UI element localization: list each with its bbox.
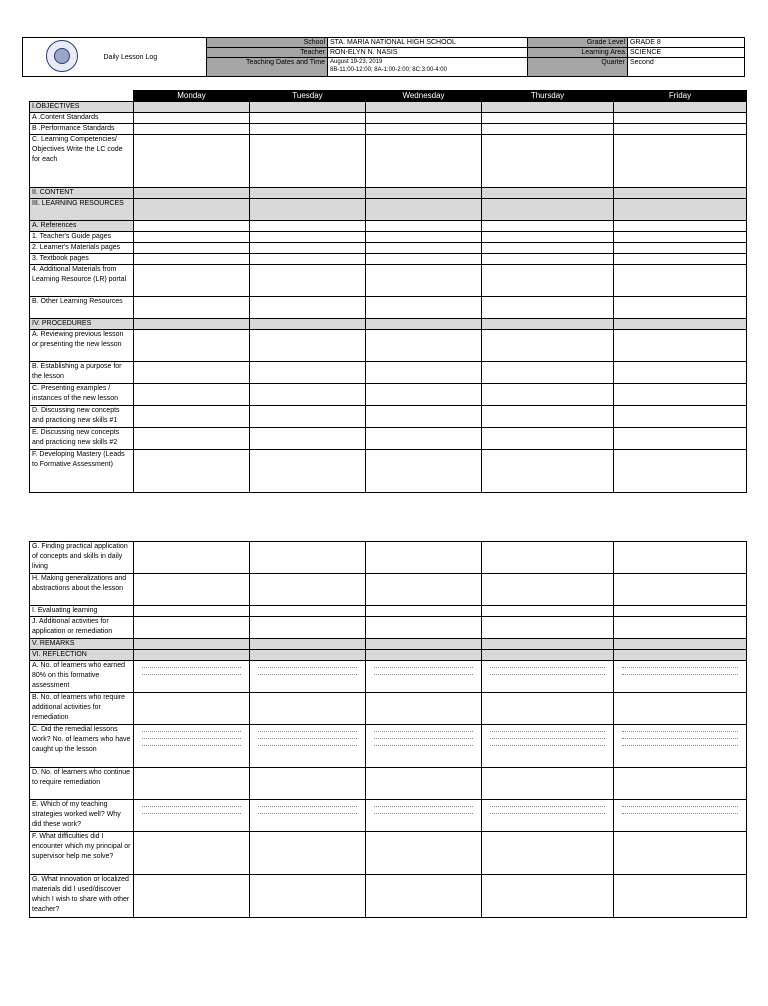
page2-cell-monday[interactable] [134, 650, 250, 661]
page2-cell-wednesday[interactable] [366, 574, 482, 606]
page1-cell-thursday[interactable] [482, 406, 614, 428]
page1-cell-wednesday[interactable] [366, 113, 482, 124]
page1-cell-friday[interactable] [614, 102, 747, 113]
page1-row [30, 362, 747, 384]
page2-cell-wednesday[interactable] [366, 800, 482, 832]
learning-area-value[interactable]: SCIENCE [628, 48, 745, 58]
page1-cell-thursday[interactable] [482, 319, 614, 330]
page2-row [30, 832, 747, 875]
page1-cell-wednesday[interactable] [366, 319, 482, 330]
page2-cell-monday[interactable] [134, 617, 250, 639]
page1-cell-monday[interactable] [134, 330, 250, 362]
answer-line [490, 727, 605, 732]
grade-level-value[interactable]: GRADE 8 [628, 38, 745, 48]
page1-cell-monday[interactable] [134, 135, 250, 188]
page2-cell-wednesday[interactable] [366, 693, 482, 725]
page2-row-label: VI. REFLECTION [30, 650, 134, 661]
page1-cell-tuesday[interactable] [250, 362, 366, 384]
answer-line [490, 802, 605, 807]
page2-row [30, 875, 747, 918]
page2-cell-wednesday[interactable] [366, 832, 482, 875]
page2-cell-thursday[interactable] [482, 725, 614, 768]
answer-line [622, 670, 738, 675]
page1-row-label: B. Establishing a purpose for the lesson [30, 362, 134, 384]
page1-cell-friday[interactable] [614, 199, 747, 221]
page2-row [30, 768, 747, 800]
page2-cell-tuesday[interactable] [250, 606, 366, 617]
page2-cell-monday[interactable] [134, 542, 250, 574]
page1-cell-wednesday[interactable] [366, 199, 482, 221]
page2-row-label: G. Finding practical application of concepts and skills in daily living [30, 542, 134, 574]
lesson-log-table-page1 [29, 90, 747, 493]
page1-cell-monday[interactable] [134, 384, 250, 406]
page1-row [30, 450, 747, 493]
page2-row-label: I. Evaluating learning [30, 606, 134, 617]
page1-cell-tuesday[interactable] [250, 384, 366, 406]
answer-line [490, 741, 605, 746]
answer-line [374, 809, 473, 814]
page2-cell-thursday[interactable] [482, 800, 614, 832]
page1-cell-thursday[interactable] [482, 254, 614, 265]
page2-row-label: V. REMARKS [30, 639, 134, 650]
answer-line [622, 741, 738, 746]
page1-cell-thursday[interactable] [482, 330, 614, 362]
page2-row-label: D. No. of learners who continue to require remediation [30, 768, 134, 800]
page1-cell-wednesday[interactable] [366, 384, 482, 406]
answer-line [142, 727, 241, 732]
page1-cell-wednesday[interactable] [366, 221, 482, 232]
lesson-log-table-page2 [29, 541, 747, 918]
answer-line [258, 727, 357, 732]
page2-row-label: G. What innovation or localized materials did I used/discover which I wish to share with other teacher? [30, 875, 134, 918]
page2-cell-tuesday[interactable] [250, 800, 366, 832]
day-header-tuesday: Tuesday [250, 91, 366, 102]
page1-cell-friday[interactable] [614, 297, 747, 319]
page1-cell-thursday[interactable] [482, 188, 614, 199]
teacher-label: Teacher [207, 48, 328, 58]
page1-cell-tuesday[interactable] [250, 330, 366, 362]
page2-cell-friday[interactable] [614, 617, 747, 639]
page1-row-label: F. Developing Mastery (Leads to Formative Assessment) [30, 450, 134, 493]
page2-cell-tuesday[interactable] [250, 832, 366, 875]
page2-cell-thursday[interactable] [482, 650, 614, 661]
page1-row-label: III. LEARNING RESOURCES [30, 199, 134, 221]
answer-line [142, 809, 241, 814]
day-header-row [30, 91, 747, 102]
page2-cell-monday[interactable] [134, 768, 250, 800]
page1-cell-monday[interactable] [134, 124, 250, 135]
page2-cell-tuesday[interactable] [250, 725, 366, 768]
page2-cell-tuesday[interactable] [250, 650, 366, 661]
page2-row-label: F. What difficulties did I encounter which my principal or supervisor help me solve? [30, 832, 134, 875]
page1-row-label: 2. Learner's Materials pages [30, 243, 134, 254]
page2-cell-friday[interactable] [614, 875, 747, 918]
page2-row-label: C. Did the remedial lessons work? No. of learners who have caught up the lesson [30, 725, 134, 768]
page2-cell-thursday[interactable] [482, 661, 614, 693]
answer-line [142, 663, 241, 668]
page1-cell-monday[interactable] [134, 243, 250, 254]
quarter-label: Quarter [528, 58, 628, 77]
page1-cell-monday[interactable] [134, 199, 250, 221]
page2-cell-tuesday[interactable] [250, 639, 366, 650]
answer-line [374, 663, 473, 668]
page2-cell-friday[interactable] [614, 800, 747, 832]
page1-cell-thursday[interactable] [482, 135, 614, 188]
page1-row-label: B .Performance Standards [30, 124, 134, 135]
page2-row-label: A. No. of learners who earned 80% on this formative assessment [30, 661, 134, 693]
page1-cell-monday[interactable] [134, 265, 250, 297]
answer-line [374, 670, 473, 675]
page1-cell-friday[interactable] [614, 232, 747, 243]
page1-cell-wednesday[interactable] [366, 265, 482, 297]
page1-cell-tuesday[interactable] [250, 243, 366, 254]
teaching-dates-label: Teaching Dates and Time [207, 58, 328, 77]
page1-cell-tuesday[interactable] [250, 319, 366, 330]
page1-row [30, 221, 747, 232]
page2-cell-tuesday[interactable] [250, 661, 366, 693]
page1-cell-thursday[interactable] [482, 297, 614, 319]
logo-cell [23, 38, 102, 77]
page2-cell-monday[interactable] [134, 832, 250, 875]
page2-row [30, 800, 747, 832]
page1-row-label: A. Reviewing previous lesson or presenting the new lesson [30, 330, 134, 362]
page2-row-label: H. Making generalizations and abstractions about the lesson [30, 574, 134, 606]
page2-cell-friday[interactable] [614, 639, 747, 650]
page1-row [30, 188, 747, 199]
answer-line [374, 802, 473, 807]
page1-cell-monday[interactable] [134, 450, 250, 493]
page1-cell-thursday[interactable] [482, 384, 614, 406]
page2-cell-thursday[interactable] [482, 639, 614, 650]
page2-row [30, 542, 747, 574]
page1-row [30, 384, 747, 406]
page1-cell-friday[interactable] [614, 319, 747, 330]
page1-cell-monday[interactable] [134, 221, 250, 232]
teacher-value[interactable]: RON-ELYN N. NASIS [328, 48, 528, 58]
page1-cell-monday[interactable] [134, 297, 250, 319]
page2-cell-wednesday[interactable] [366, 725, 482, 768]
page1-cell-tuesday[interactable] [250, 265, 366, 297]
page1-cell-tuesday[interactable] [250, 221, 366, 232]
page2-cell-monday[interactable] [134, 725, 250, 768]
page1-cell-tuesday[interactable] [250, 406, 366, 428]
page1-cell-friday[interactable] [614, 254, 747, 265]
page1-cell-tuesday[interactable] [250, 428, 366, 450]
page2-cell-wednesday[interactable] [366, 606, 482, 617]
page1-row [30, 232, 747, 243]
answer-line [258, 741, 357, 746]
answer-line [622, 727, 738, 732]
day-header-blank [30, 91, 134, 102]
page2-cell-monday[interactable] [134, 875, 250, 918]
page1-cell-wednesday[interactable] [366, 450, 482, 493]
page1-cell-friday[interactable] [614, 450, 747, 493]
page2-row [30, 639, 747, 650]
header-table [22, 37, 745, 77]
page1-row-label: 1. Teacher's Guide pages [30, 232, 134, 243]
page2-cell-monday[interactable] [134, 800, 250, 832]
page1-row-label: A .Content Standards [30, 113, 134, 124]
page1-cell-monday[interactable] [134, 188, 250, 199]
answer-line [374, 734, 473, 739]
page2-row [30, 725, 747, 768]
page1-row-label: II. CONTENT [30, 188, 134, 199]
page2-row [30, 574, 747, 606]
page1-cell-wednesday[interactable] [366, 188, 482, 199]
school-value[interactable]: STA. MARIA NATIONAL HIGH SCHOOL [328, 38, 528, 48]
page1-cell-friday[interactable] [614, 188, 747, 199]
page2-cell-tuesday[interactable] [250, 617, 366, 639]
answer-line [490, 670, 605, 675]
page1-cell-thursday[interactable] [482, 124, 614, 135]
page1-cell-wednesday[interactable] [366, 406, 482, 428]
page1-cell-friday[interactable] [614, 330, 747, 362]
page1-cell-thursday[interactable] [482, 450, 614, 493]
page1-cell-friday[interactable] [614, 406, 747, 428]
page1-cell-monday[interactable] [134, 406, 250, 428]
answer-line [142, 802, 241, 807]
page1-row [30, 124, 747, 135]
page1-cell-wednesday[interactable] [366, 102, 482, 113]
answer-line [374, 727, 473, 732]
answer-line [258, 734, 357, 739]
page1-row [30, 297, 747, 319]
page1-cell-friday[interactable] [614, 384, 747, 406]
page1-cell-monday[interactable] [134, 232, 250, 243]
page2-cell-friday[interactable] [614, 542, 747, 574]
day-header-thursday: Thursday [482, 91, 614, 102]
deped-seal-icon [46, 40, 78, 72]
answer-line [374, 741, 473, 746]
answer-line [142, 670, 241, 675]
teaching-dates-line2: 8B-11:00-12:00; 8A-1:00-2:00; 8C:3:00-4:00 [330, 67, 447, 73]
page2-cell-friday[interactable] [614, 606, 747, 617]
page2-cell-friday[interactable] [614, 693, 747, 725]
teaching-dates-line1: August 19-23, 2019 [330, 59, 383, 65]
answer-line [258, 670, 357, 675]
page2-cell-thursday[interactable] [482, 617, 614, 639]
page1-cell-thursday[interactable] [482, 102, 614, 113]
page1-cell-wednesday[interactable] [366, 330, 482, 362]
page2-cell-wednesday[interactable] [366, 639, 482, 650]
answer-line [490, 809, 605, 814]
page1-row-label: 3. Textbook pages [30, 254, 134, 265]
page2-row [30, 617, 747, 639]
page2-cell-tuesday[interactable] [250, 768, 366, 800]
page1-cell-tuesday[interactable] [250, 254, 366, 265]
page1-cell-thursday[interactable] [482, 113, 614, 124]
answer-line [490, 734, 605, 739]
page2-row [30, 606, 747, 617]
grade-level-label: Grade Level [528, 38, 628, 48]
answer-line [258, 809, 357, 814]
page1-row [30, 428, 747, 450]
page2-row-label: J. Additional activities for application or remediation [30, 617, 134, 639]
page2-cell-wednesday[interactable] [366, 617, 482, 639]
page1-row-label: A. References [30, 221, 134, 232]
day-header-monday: Monday [134, 91, 250, 102]
page1-row-label: D. Discussing new concepts and practicing new skills #1 [30, 406, 134, 428]
page1-cell-tuesday[interactable] [250, 113, 366, 124]
page1-cell-friday[interactable] [614, 428, 747, 450]
page2-cell-wednesday[interactable] [366, 875, 482, 918]
page1-cell-monday[interactable] [134, 362, 250, 384]
answer-line [142, 734, 241, 739]
answer-line [622, 663, 738, 668]
page2-cell-thursday[interactable] [482, 606, 614, 617]
page1-row-label: E. Discussing new concepts and practicing new skills #2 [30, 428, 134, 450]
quarter-value[interactable]: Second [628, 58, 745, 77]
document-title: Daily Lesson Log [102, 38, 207, 77]
page1-cell-thursday[interactable] [482, 232, 614, 243]
teaching-dates-value[interactable] [328, 58, 528, 77]
page1-cell-wednesday[interactable] [366, 135, 482, 188]
page1-cell-tuesday[interactable] [250, 102, 366, 113]
page1-row-label: IV. PROCEDURES [30, 319, 134, 330]
answer-line [622, 734, 738, 739]
page1-cell-friday[interactable] [614, 113, 747, 124]
page1-cell-monday[interactable] [134, 254, 250, 265]
page1-cell-thursday[interactable] [482, 362, 614, 384]
page1-cell-monday[interactable] [134, 113, 250, 124]
answer-line [622, 802, 738, 807]
page1-cell-friday[interactable] [614, 135, 747, 188]
answer-line [258, 663, 357, 668]
page2-cell-friday[interactable] [614, 768, 747, 800]
learning-area-label: Learning Area [528, 48, 628, 58]
page1-row-label: C. Presenting examples / instances of the new lesson [30, 384, 134, 406]
page2-cell-tuesday[interactable] [250, 542, 366, 574]
page2-cell-thursday[interactable] [482, 542, 614, 574]
page1-row-label: C. Learning Competencies/ Objectives Write the LC code for each [30, 135, 134, 188]
page2-cell-friday[interactable] [614, 832, 747, 875]
page1-row [30, 113, 747, 124]
page1-cell-tuesday[interactable] [250, 135, 366, 188]
page1-cell-tuesday[interactable] [250, 297, 366, 319]
page1-cell-wednesday[interactable] [366, 243, 482, 254]
page2-cell-monday[interactable] [134, 693, 250, 725]
page2-cell-tuesday[interactable] [250, 574, 366, 606]
page1-row [30, 265, 747, 297]
page1-row [30, 135, 747, 188]
page2-row [30, 661, 747, 693]
page1-cell-thursday[interactable] [482, 428, 614, 450]
page2-cell-thursday[interactable] [482, 693, 614, 725]
answer-line [490, 663, 605, 668]
page1-cell-monday[interactable] [134, 319, 250, 330]
page1-cell-wednesday[interactable] [366, 124, 482, 135]
page1-row-label: I.OBJECTIVES [30, 102, 134, 113]
page2-cell-tuesday[interactable] [250, 693, 366, 725]
page1-cell-tuesday[interactable] [250, 450, 366, 493]
page2-cell-wednesday[interactable] [366, 650, 482, 661]
page2-cell-thursday[interactable] [482, 574, 614, 606]
day-header-wednesday: Wednesday [366, 91, 482, 102]
page2-cell-monday[interactable] [134, 574, 250, 606]
page1-cell-tuesday[interactable] [250, 232, 366, 243]
page1-cell-friday[interactable] [614, 243, 747, 254]
page1-row [30, 330, 747, 362]
school-label: School [207, 38, 328, 48]
page1-row-label: 4. Additional Materials from Learning Resource (LR) portal [30, 265, 134, 297]
page2-cell-wednesday[interactable] [366, 542, 482, 574]
page2-cell-tuesday[interactable] [250, 875, 366, 918]
page1-row [30, 254, 747, 265]
page2-row [30, 650, 747, 661]
page2-cell-friday[interactable] [614, 650, 747, 661]
page1-cell-thursday[interactable] [482, 243, 614, 254]
page1-cell-tuesday[interactable] [250, 199, 366, 221]
page1-cell-wednesday[interactable] [366, 254, 482, 265]
page2-cell-wednesday[interactable] [366, 661, 482, 693]
page1-cell-friday[interactable] [614, 362, 747, 384]
answer-line [258, 802, 357, 807]
page1-row [30, 243, 747, 254]
page2-cell-thursday[interactable] [482, 832, 614, 875]
page1-cell-thursday[interactable] [482, 265, 614, 297]
page1-cell-wednesday[interactable] [366, 428, 482, 450]
answer-line [622, 809, 738, 814]
page1-row-label: B. Other Learning Resources [30, 297, 134, 319]
page2-cell-thursday[interactable] [482, 768, 614, 800]
page1-row [30, 102, 747, 113]
page2-cell-wednesday[interactable] [366, 768, 482, 800]
page2-cell-thursday[interactable] [482, 875, 614, 918]
day-header-friday: Friday [614, 91, 747, 102]
page2-cell-monday[interactable] [134, 639, 250, 650]
page1-cell-tuesday[interactable] [250, 188, 366, 199]
page1-cell-thursday[interactable] [482, 199, 614, 221]
page2-cell-friday[interactable] [614, 725, 747, 768]
page1-cell-wednesday[interactable] [366, 232, 482, 243]
page1-cell-wednesday[interactable] [366, 297, 482, 319]
page1-cell-tuesday[interactable] [250, 124, 366, 135]
page1-cell-friday[interactable] [614, 221, 747, 232]
page2-row [30, 693, 747, 725]
page1-row [30, 406, 747, 428]
page2-cell-monday[interactable] [134, 606, 250, 617]
page1-cell-friday[interactable] [614, 124, 747, 135]
page1-row [30, 199, 747, 221]
page2-cell-monday[interactable] [134, 661, 250, 693]
page1-cell-monday[interactable] [134, 102, 250, 113]
page1-cell-thursday[interactable] [482, 221, 614, 232]
page2-cell-friday[interactable] [614, 574, 747, 606]
page1-cell-wednesday[interactable] [366, 362, 482, 384]
page1-cell-monday[interactable] [134, 428, 250, 450]
answer-line [142, 741, 241, 746]
page1-row [30, 319, 747, 330]
page2-row-label: B. No. of learners who require additional activities for remediation [30, 693, 134, 725]
page2-cell-friday[interactable] [614, 661, 747, 693]
page2-row-label: E. Which of my teaching strategies worked well? Why did these work? [30, 800, 134, 832]
page1-cell-friday[interactable] [614, 265, 747, 297]
